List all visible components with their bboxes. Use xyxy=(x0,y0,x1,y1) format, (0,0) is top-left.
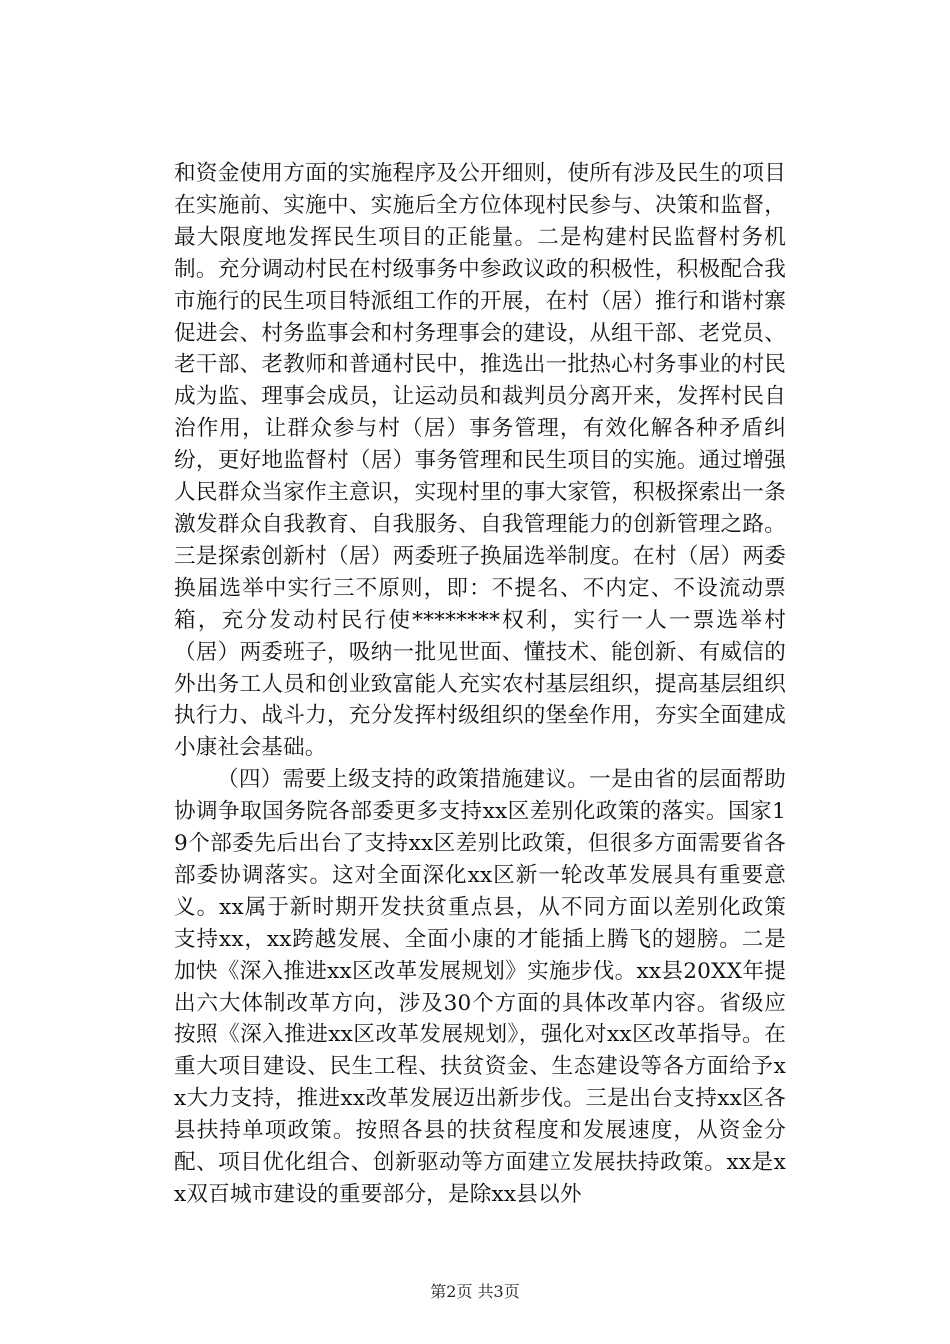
body-paragraph-2: （四）需要上级支持的政策措施建议。一是由省的层面帮助协调争取国务院各部委更多支持xx区差别化政策的落实。国家19个部委先后出台了支持xx区差别比政策，但很多方面需要省各部委协调落实。这对全面深化xx区新一轮改革发展具有重要意义。xx属于新时期开发扶贫重点县，从不同方面以差别化政策支持xx，xx跨越发展、全面小康的才能插上腾飞的翅膀。二是加快《深入推进xx区改革发展规划》实施步伐。xx县20XX年提出六大体制改革方向，涉及30个方面的具体改革内容。省级应按照《深入推进xx区改革发展规划》，强化对xx区改革指导。在重大项目建设、民生工程、扶贫资金、生态建设等各方面给予xx大力支持，推进xx改革发展迈出新步伐。三是出台支持xx区各县扶持单项政策。按照各县的扶贫程度和发展速度，从资金分配、项目优化组合、创新驱动等方面建立发展扶持政策。xx是xx双百城市建设的重要部分，是除xx县以外 xyxy=(174,767,786,1207)
body-paragraph-1: 和资金使用方面的实施程序及公开细则，使所有涉及民生的项目在实施前、实施中、实施后全方位体现村民参与、决策和监督，最大限度地发挥民生项目的正能量。二是构建村民监督村务机制。充分调动村民在村级事务中参政议政的积极性，积极配合我市施行的民生项目特派组工作的开展，在村（居）推行和谐村寨促进会、村务监事会和村务理事会的建设，从组干部、老党员、老干部、老教师和普通村民中，推选出一批热心村务事业的村民成为监、理事会成员，让运动员和裁判员分离开来，发挥村民自治作用，让群众参与村（居）事务管理，有效化解各种矛盾纠纷，更好地监督村（居）事务管理和民生项目的实施。通过增强人民群众当家作主意识，实现村里的事大家管，积极探索出一条激发群众自我教育、自我服务、自我管理能力的创新管理之路。三是探索创新村（居）两委班子换届选举制度。在村（居）两委换届选举中实行三不原则，即：不提名、不内定、不设流动票箱，充分发动村民行使********权利，实行一人一票选举村（居）两委班子，吸纳一批见世面、懂技术、能创新、有威信的外出务工人员和创业致富能人充实农村基层组织，提高基层组织执行力、战斗力，充分发挥村级组织的堡垒作用，夯实全面建成小康社会基础。 xyxy=(174,161,786,761)
page-number-footer: 第2页 共3页 xyxy=(430,1282,520,1301)
document-body xyxy=(174,158,786,1211)
